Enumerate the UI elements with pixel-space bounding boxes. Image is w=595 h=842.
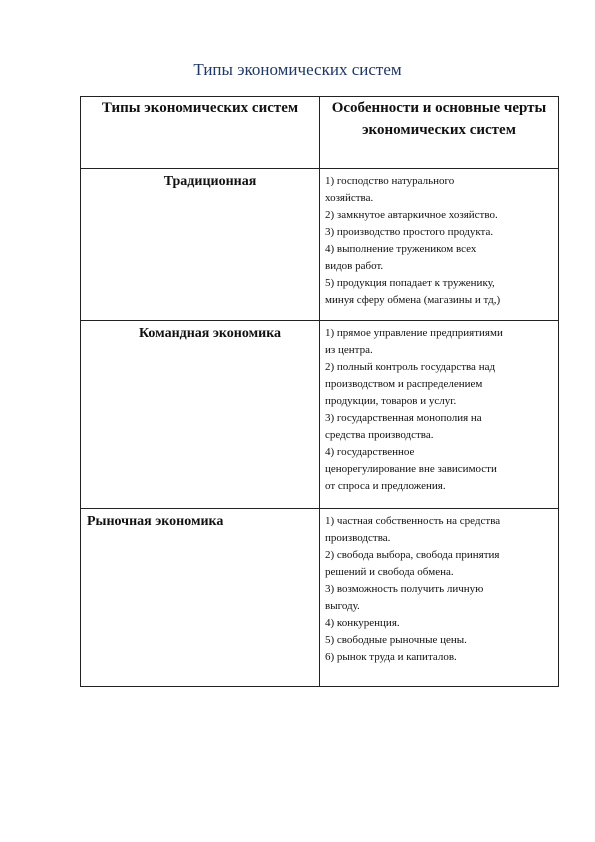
features-cell [320, 509, 559, 687]
type-cell [81, 509, 320, 687]
feature-line: решений и свобода обмена. [325, 566, 454, 578]
feature-line: видов работ. [325, 260, 384, 272]
feature-line: из центра. [325, 344, 373, 356]
features-list-market [320, 509, 558, 666]
type-cell [81, 169, 320, 321]
economic-systems-table [80, 96, 559, 687]
page-title: Типы экономических систем [193, 60, 402, 79]
feature-line: 4) выполнение тружеником всех [325, 243, 477, 255]
feature-line: минуя сферу обмена (магазины и тд,) [325, 294, 501, 306]
feature-line: 4) государственное [325, 446, 415, 458]
feature-line: хозяйства. [325, 192, 374, 204]
feature-line: 3) возможность получить личную [325, 583, 484, 595]
features-list-traditional [320, 169, 558, 309]
type-cell [81, 321, 320, 509]
feature-line: 3) производство простого продукта. [325, 226, 494, 238]
feature-line: 5) свободные рыночные цены. [325, 634, 467, 646]
feature-line: 3) государственная монополия на [325, 412, 482, 424]
table-row [81, 321, 559, 509]
feature-line: 2) свобода выбора, свобода принятия [325, 549, 500, 561]
table-header-row [81, 97, 559, 169]
header-types: Типы экономических систем [81, 97, 320, 169]
feature-line: 1) частная собственность на средства [325, 515, 501, 527]
type-name-command: Командная экономика [138, 326, 282, 341]
type-name-traditional: Традиционная [163, 174, 257, 189]
feature-line: средства производства. [325, 429, 434, 441]
table-row [81, 509, 559, 687]
features-cell [320, 169, 559, 321]
type-name-market: Рыночная экономика [87, 514, 224, 529]
header-features: Особенности и основные черты экономических систем [320, 97, 559, 169]
feature-line: 1) прямое управление предприятиями [325, 327, 503, 339]
feature-line: 1) господство натурального [325, 175, 455, 187]
feature-line: производством и распределением [325, 378, 483, 390]
table-row [81, 169, 559, 321]
feature-line: продукции, товаров и услуг. [325, 395, 457, 407]
features-cell [320, 321, 559, 509]
feature-line: выгоду. [325, 600, 360, 612]
feature-line: 2) замкнутое автаркичное хозяйство. [325, 209, 498, 221]
feature-line: производства. [325, 532, 391, 544]
features-list-command [320, 321, 558, 495]
feature-line: ценорегулирование вне зависимости [325, 463, 497, 475]
feature-line: от спроса и предложения. [325, 480, 446, 492]
feature-line: 5) продукция попадает к труженику, [325, 277, 495, 289]
feature-line: 6) рынок труда и капиталов. [325, 651, 457, 663]
feature-line: 4) конкуренция. [325, 617, 400, 629]
feature-line: 2) полный контроль государства над [325, 361, 496, 373]
